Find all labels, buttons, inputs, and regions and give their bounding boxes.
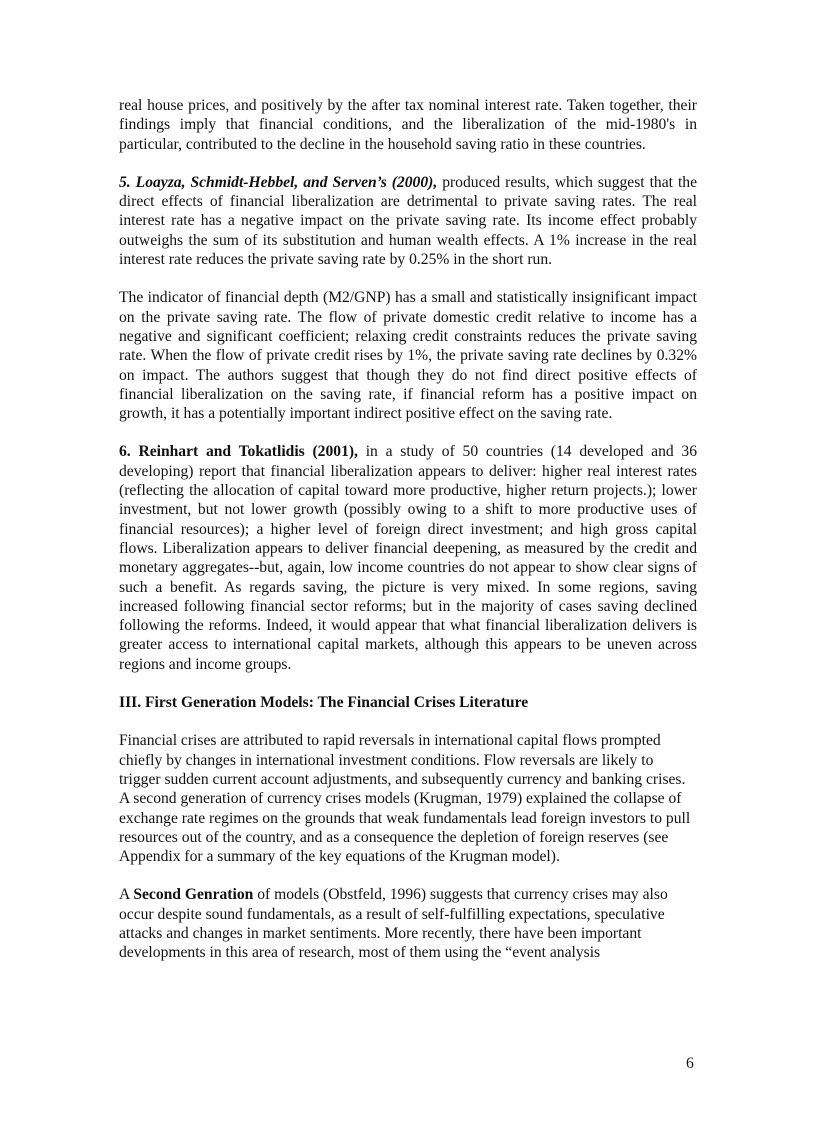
section-heading: III. First Generation Models: The Financial Crises Literature [119, 694, 529, 712]
paragraph-house-prices: real house prices, and positively by the after tax nominal interest rate. Taken together, their findings imply that financial conditions, and the liberalization of the mid-1980's in particular, contributed to the decline in the household saving ratio in these countries. [119, 97, 697, 153]
paragraph-financial-crises: Financial crises are attributed to rapid reversals in international capital flows prompted chiefly by changes in international investment conditions. Flow reversals are likely to trigger sudden current account adjustments, and subsequently currency and banking crises. A second generation of currency crises models (Krugman, 1979) explained the collapse of exchange rate regimes on the grounds that weak fundamentals lead foreign investors to pull resources out of the country, and as a consequence the depletion of foreign reserves (see Appendix for a summary of the key equations of the Krugman model). [119, 732, 691, 866]
citation-reinhart: 6. Reinhart and Tokatlidis (2001), [119, 443, 358, 461]
citation-loayza: 5. Loayza, Schmidt-Hebbel, and Serven’s (2000), [119, 173, 438, 191]
paragraph-reinhart [119, 442, 697, 674]
document-page [119, 96, 697, 982]
term-second-generation: Second Genration [133, 886, 254, 904]
paragraph-second-generation-pre: A [119, 886, 134, 904]
paragraph-second-generation [119, 885, 697, 962]
paragraph-loayza-body: produced results, which suggest that the direct effects of financial liberalization are detrimental to private saving rates. The real interest rate has a negative impact on the private saving rate. Its income effect probably outweighs the sum of its substitution and human wealth effects. A 1% increase in the real interest rate reduces the private saving rate by 0.25% in the short run. [119, 173, 697, 269]
page-number: 6 [686, 1055, 694, 1072]
paragraph-reinhart-body: in a study of 50 countries (14 developed and 36 developing) report that financial liberalization appears to deliver: higher real interest rates (reflecting the allocation of capital toward more productive, higher return projects.); lower investment, but not lower growth (possibly owing to a shift to more productive uses of financial resources); a higher level of foreign direct investment; and high gross capital flows. Liberalization appears to deliver financial deepening, as measured by the credit and monetary aggregates--but, again, low income countries do not appear to show clear signs of such a benefit. As regards saving, the picture is very mixed. In some regions, saving increased following financial sector reforms; but in the majority of cases saving declined following the reforms. Indeed, it would appear that what financial liberalization delivers is greater access to international capital markets, although this appears to be uneven across regions and income groups. [119, 443, 698, 673]
paragraph-second-generation-body: of models (Obstfeld, 1996) suggests that currency crises may also occur despite sound fundamentals, as a result of self-fulfilling expectations, speculative attacks and changes in market sentiments. More recently, there have been important developments in this area of research, most of them using the “event analysis [119, 886, 668, 962]
paragraph-financial-depth: The indicator of financial depth (M2/GNP) has a small and statistically insignificant impact on the private saving rate. The flow of private domestic credit relative to income has a negative and significant coefficient; relaxing credit constraints reduces the private saving rate. When the flow of private credit rises by 1%, the private saving rate declines by 0.32% on impact. The authors suggest that though they do not find direct positive effects of financial liberalization on the saving rate, if financial reform has a positive impact on growth, it has a potentially important indirect positive effect on the saving rate. [119, 289, 697, 423]
paragraph-loayza [119, 173, 697, 269]
